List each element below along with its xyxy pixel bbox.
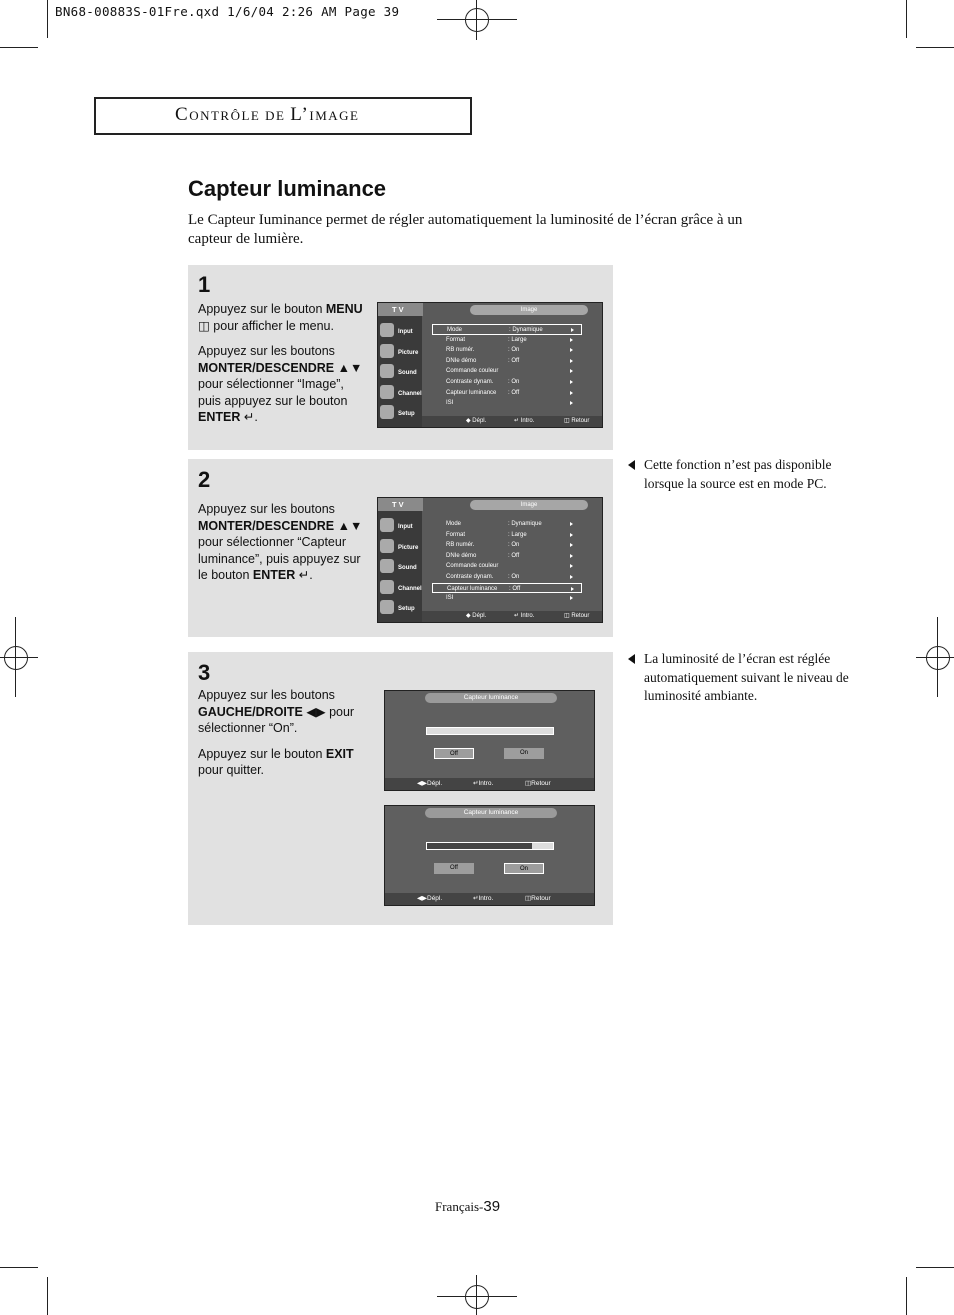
- menu-title: Image: [470, 500, 588, 510]
- input-icon: [380, 323, 394, 337]
- menu-row: DNIe démo : Off: [432, 356, 582, 367]
- setup-icon: [380, 600, 394, 614]
- registration-mark: [465, 1285, 489, 1309]
- menu-row: Capteur luminance : Off: [432, 583, 582, 594]
- dialog-title: Capteur luminance: [425, 808, 557, 818]
- menu-row: Contraste dynam. : On: [432, 377, 582, 388]
- sensor-dialog-on: [384, 805, 595, 906]
- sidebar-item-setup: Setup: [380, 599, 422, 618]
- menu-sidebar: [378, 316, 422, 428]
- sidebar-item-channel: Channel: [380, 384, 422, 403]
- sensor-dialog-off: [384, 690, 595, 791]
- left-right-arrows-icon: ◀▶: [306, 704, 326, 719]
- page-title: Capteur luminance: [188, 176, 387, 201]
- sidebar-item-channel: Channel: [380, 579, 422, 598]
- picture-icon: [380, 539, 394, 553]
- menu-row: ISI: [432, 593, 582, 604]
- step-3-panel: [188, 652, 613, 925]
- triangle-icon: [628, 654, 635, 664]
- step-number: 2: [198, 467, 211, 492]
- option-off: Off: [434, 748, 474, 759]
- step-number: 1: [198, 272, 211, 297]
- note-1: Cette fonction n’est pas disponible lorsque la source est en mode PC.: [628, 456, 874, 493]
- menu-row: RB numér. : On: [432, 345, 582, 356]
- file-header: BN68-00883S-01Fre.qxd 1/6/04 2:26 AM Page 39: [55, 4, 400, 19]
- menu-row: Commande couleur: [432, 561, 582, 572]
- enter-icon: ↵: [243, 410, 255, 424]
- menu-row: Capteur luminance : Off: [432, 388, 582, 399]
- registration-mark: [465, 8, 489, 32]
- menu-row: DNIe démo : Off: [432, 551, 582, 562]
- registration-mark: [4, 646, 28, 670]
- crop-mark: [916, 1267, 954, 1268]
- crop-mark: [906, 1277, 907, 1315]
- crop-mark: [47, 0, 48, 38]
- sidebar-item-sound: Sound: [380, 363, 422, 382]
- menu-row: Format : Large: [432, 530, 582, 541]
- menu-icon: ◫: [198, 318, 210, 333]
- step-2-panel: [188, 459, 613, 637]
- tv-menu-screen: [377, 302, 603, 428]
- note-2: La luminosité de l’écran est réglée automatiquement suivant le niveau de luminosité ambiante.: [628, 650, 874, 706]
- channel-icon: [380, 580, 394, 594]
- up-down-arrows-icon: ▲▼: [337, 518, 363, 533]
- picture-icon: [380, 344, 394, 358]
- step-instructions: Appuyez sur les boutons GAUCHE/DROITE ◀▶ pour sélectionner “On”. Appuyez sur le bouton EXIT pour quitter.: [198, 688, 355, 777]
- option-off: Off: [434, 863, 474, 874]
- menu-title: Image: [470, 305, 588, 315]
- crop-mark: [916, 47, 954, 48]
- step-instructions: Appuyez sur les boutons MONTER/DESCENDRE ▲▼ pour sélectionner “Capteur luminance”, puis appuyez sur le bouton ENTER ↵.: [198, 502, 363, 582]
- sidebar-item-setup: Setup: [380, 404, 422, 423]
- sidebar-item-input: Input: [380, 517, 422, 536]
- luminance-bar: [426, 842, 554, 850]
- tv-menu-screen: [377, 497, 603, 623]
- enter-icon: ↵: [298, 568, 310, 582]
- sound-icon: [380, 364, 394, 378]
- tv-tag: T V: [378, 303, 423, 316]
- menu-row: Format : Large: [432, 335, 582, 346]
- menu-row: Mode : Dynamique: [432, 324, 582, 335]
- crop-mark: [47, 1277, 48, 1315]
- triangle-icon: [628, 460, 635, 470]
- menu-row: Mode : Dynamique: [432, 519, 582, 530]
- menu-row: ISI: [432, 398, 582, 409]
- option-on: On: [504, 748, 544, 759]
- luminance-bar: [426, 727, 554, 735]
- registration-mark: [926, 646, 950, 670]
- dialog-bottom-bar: ◀▶ Dépl. ↵ Intro. ◫ Retour: [385, 893, 594, 905]
- sidebar-item-picture: Picture: [380, 343, 422, 362]
- crop-mark: [0, 47, 38, 48]
- channel-icon: [380, 385, 394, 399]
- menu-sidebar: [378, 511, 422, 623]
- input-icon: [380, 518, 394, 532]
- crop-mark: [906, 0, 907, 38]
- crop-mark: [0, 1267, 38, 1268]
- section-title: CONTRÔLE DE L’IMAGE: [175, 104, 360, 125]
- setup-icon: [380, 405, 394, 419]
- sidebar-item-input: Input: [380, 322, 422, 341]
- sidebar-item-sound: Sound: [380, 558, 422, 577]
- up-down-arrows-icon: ▲▼: [337, 360, 363, 375]
- menu-row: Commande couleur: [432, 366, 582, 377]
- step-number: 3: [198, 660, 211, 685]
- dialog-title: Capteur luminance: [425, 693, 557, 703]
- sound-icon: [380, 559, 394, 573]
- dialog-bottom-bar: ◀▶ Dépl. ↵ Intro. ◫ Retour: [385, 778, 594, 790]
- option-on: On: [504, 863, 544, 874]
- step-1-panel: [188, 265, 613, 450]
- menu-row: RB numér. : On: [432, 540, 582, 551]
- sidebar-item-picture: Picture: [380, 538, 422, 557]
- page-footer: Français-39: [435, 1198, 501, 1215]
- menu-bottom-bar: ◆ Dépl. ↵ Intro. ◫ Retour: [422, 611, 603, 622]
- menu-bottom-bar: ◆ Dépl. ↵ Intro. ◫ Retour: [422, 416, 603, 427]
- step-instructions: Appuyez sur le bouton MENU ◫ pour afficher le menu. Appuyez sur les boutons MONTER/DESCENDRE ▲▼ pour sélectionner “Image”, puis appuyez sur le bouton ENTER ↵.: [198, 302, 363, 424]
- tv-tag: T V: [378, 498, 423, 511]
- menu-row: Contraste dynam. : On: [432, 572, 582, 583]
- intro-paragraph: Le Capteur Iuminance permet de régler automatiquement la luminosité de l’écran grâce à un capteur de lumière.: [188, 212, 743, 247]
